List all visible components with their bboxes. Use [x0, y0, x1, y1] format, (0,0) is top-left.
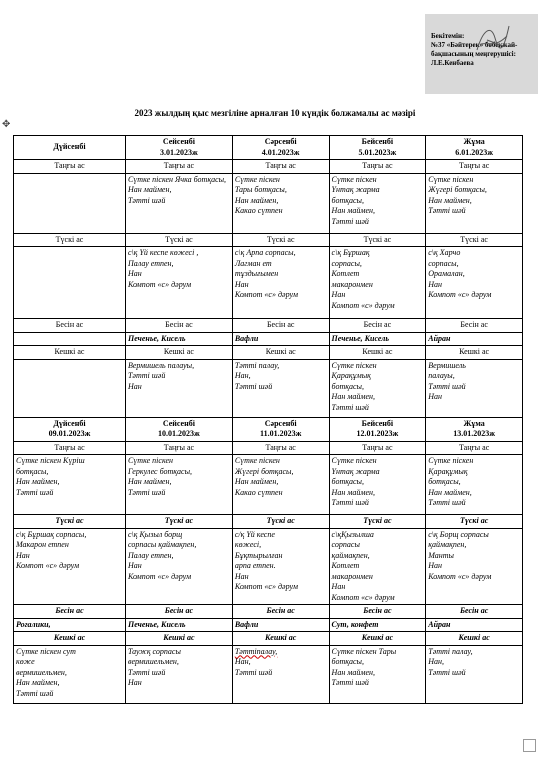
week1-snack-row	[14, 332, 523, 346]
week1-breakfast-row	[14, 173, 523, 233]
approval-line1: Бекітемін:	[431, 32, 465, 40]
meal-label-breakfast: Таңғы ас	[125, 441, 232, 455]
week1-lunch-row	[14, 247, 523, 319]
menu-cell-breakfast: Сүтке піскен Ячка ботқасы, Нан маймен, Тәтті шәй	[125, 173, 232, 233]
meal-label-lunch: Түскі ас	[329, 515, 426, 529]
menu-cell-lunch: с/қ Үй кеспе көжесі, Бұқтырылған арпа етпен. Нан Компот «с» дәрум	[232, 528, 329, 605]
day-header: Сәрсенбі 4.01.2023ж	[232, 136, 329, 160]
meal-label-dinner: Кешкі ас	[14, 346, 126, 360]
menu-cell-dinner: Тәттіпалау, Нан, Тәтті шәй	[232, 645, 329, 703]
menu-cell-lunch: с\қ Бұршақ сорпасы, Котлет макаронмен Нан Компот «с» дәрум	[329, 247, 426, 319]
meal-label-dinner: Кешкі ас	[125, 346, 232, 360]
meal-label-snack: Бесін ас	[329, 319, 426, 333]
meal-label-breakfast: Таңғы ас	[125, 160, 232, 174]
meal-label-snack: Бесін ас	[426, 319, 523, 333]
week2-snack-label-row	[14, 605, 523, 619]
week2-dinner-row	[14, 645, 523, 703]
menu-cell-lunch: с\қҚызылша сорпасы қаймақпен, Котлет макаронмен Нан Компот «с» дәрум	[329, 528, 426, 605]
week2-lunch-row	[14, 528, 523, 605]
approval-line2: №37 «Бәйтерек» бөбекжай-	[431, 41, 518, 49]
approval-line4: Л.Е.Кенбаева	[431, 59, 474, 67]
menu-cell-dinner: Таужқ сорпасы вермишельмен, Тәтті шәй Нан	[125, 645, 232, 703]
menu-cell-snack: Сут, конфет	[329, 618, 426, 632]
menu-cell-snack	[14, 332, 126, 346]
day-header: Сәрсенбі 11.01.2023ж	[232, 417, 329, 441]
page-title: 2023 жылдың қыс мезгіліне арналған 10 күндік болжамалы ас мәзірі	[134, 108, 416, 118]
meal-label-dinner: Кешкі ас	[125, 632, 232, 646]
menu-cell-breakfast: Сүтке піскен Геркулес ботқасы, Нан маймен, Тәтті шәй	[125, 455, 232, 515]
week2-dinner-label-row	[14, 632, 523, 646]
meal-label-snack: Бесін ас	[232, 319, 329, 333]
meal-label-lunch: Түскі ас	[426, 233, 523, 247]
week1-header-row	[14, 136, 523, 160]
menu-table	[13, 135, 523, 704]
meal-label-breakfast: Таңғы ас	[14, 160, 126, 174]
week2-snack-row	[14, 618, 523, 632]
week2-breakfast-label-row	[14, 441, 523, 455]
menu-cell-breakfast: Сүтке піскен Үнтақ жарма ботқасы, Нан маймен, Тәтті шәй	[329, 455, 426, 515]
menu-cell-breakfast: Сүтке піскен Күріш ботқасы, Нан маймен, Тәтті шәй	[14, 455, 126, 515]
meal-label-snack: Бесін ас	[14, 605, 126, 619]
meal-label-snack: Бесін ас	[125, 319, 232, 333]
meal-label-dinner: Кешкі ас	[426, 346, 523, 360]
menu-cell-lunch: с\қ Борщ сорпасы қаймақпен, Манты Нан Компот «с» дәрум	[426, 528, 523, 605]
meal-label-dinner: Кешкі ас	[329, 632, 426, 646]
day-header: Сейсенбі 10.01.2023ж	[125, 417, 232, 441]
meal-label-dinner: Кешкі ас	[426, 632, 523, 646]
meal-label-lunch: Түскі ас	[14, 515, 126, 529]
menu-cell-breakfast: Сүтке піскен Үнтақ жарма ботқасы, Нан маймен, Тәтті шәй	[329, 173, 426, 233]
meal-label-snack: Бесін ас	[125, 605, 232, 619]
menu-cell-dinner: Сүтке піскен сут көже вермишельмен, Нан маймен, Тәтті шәй	[14, 645, 126, 703]
week2-lunch-label-row	[14, 515, 523, 529]
meal-label-lunch: Түскі ас	[125, 515, 232, 529]
approval-stamp	[425, 14, 538, 94]
menu-cell-breakfast	[14, 173, 126, 233]
menu-cell-lunch: с\қ Харчо сорпасы, Орамалан, Нан Компот «с» дәрум	[426, 247, 523, 319]
menu-cell-lunch: с\қ Қызыл борщ сорпасы қаймақпен, Палау етпен, Нан Компот «с» дәрум	[125, 528, 232, 605]
menu-cell-breakfast: Сүтке піскен Тары ботқасы, Нан маймен, Какао сүтпен	[232, 173, 329, 233]
meal-label-dinner: Кешкі ас	[232, 346, 329, 360]
menu-cell-breakfast: Сүтке піскен Қарақұмық ботқасы, Нан маймен, Тәтті шәй	[426, 455, 523, 515]
meal-label-breakfast: Таңғы ас	[232, 160, 329, 174]
menu-cell-breakfast: Сүтке піскен Жүгері ботқасы, Нан маймен, Тәтті шәй	[426, 173, 523, 233]
meal-label-dinner: Кешкі ас	[329, 346, 426, 360]
meal-label-snack: Бесін ас	[14, 319, 126, 333]
menu-cell-dinner: Сүтке піскен Қарақұмық ботқасы, Нан маймен, Тәтті шәй	[329, 359, 426, 417]
menu-cell-snack: Печенье, Кисель	[125, 332, 232, 346]
meal-label-lunch: Түскі ас	[232, 233, 329, 247]
menu-cell-snack: Вафли	[232, 618, 329, 632]
day-header: Бейсенбі 5.01.2023ж	[329, 136, 426, 160]
menu-cell-snack: Вафли	[232, 332, 329, 346]
menu-cell-breakfast: Сүтке піскен Жүгері ботқасы, Нан маймен, Какао сүтпен	[232, 455, 329, 515]
meal-label-snack: Бесін ас	[426, 605, 523, 619]
meal-label-breakfast: Таңғы ас	[426, 160, 523, 174]
day-header: Дүйсенбі 09.01.2023ж	[14, 417, 126, 441]
menu-cell-snack: Печенье, Кисель	[329, 332, 426, 346]
menu-cell-dinner: Вермишель палауы, Тәтті шәй Нан	[125, 359, 232, 417]
signature-icon	[473, 20, 513, 56]
week1-dinner-row	[14, 359, 523, 417]
approval-line3: бақшасының меңгерушісі:	[431, 50, 516, 58]
table-move-handle-icon[interactable]: ✥	[2, 119, 11, 130]
menu-cell-dinner: Вермишель палауы, Тәтті шәй Нан	[426, 359, 523, 417]
week1-breakfast-label-row	[14, 160, 523, 174]
week2-header-row	[14, 417, 523, 441]
meal-label-lunch: Түскі ас	[426, 515, 523, 529]
meal-label-lunch: Түскі ас	[125, 233, 232, 247]
menu-cell-snack: Печенье, Кисель	[125, 618, 232, 632]
day-header: Сейсенбі 3.01.2023ж	[125, 136, 232, 160]
menu-cell-snack: Айран	[426, 618, 523, 632]
menu-cell-dinner: Тәтті палау, Нан, Тәтті шәй	[426, 645, 523, 703]
menu-cell-snack: Рогалики,	[14, 618, 126, 632]
meal-label-snack: Бесін ас	[232, 605, 329, 619]
day-header: Жұма 13.01.2023ж	[426, 417, 523, 441]
week1-lunch-label-row	[14, 233, 523, 247]
table-resize-handle[interactable]	[523, 739, 536, 752]
day-header: Дүйсенбі	[14, 136, 126, 160]
week2-breakfast-row	[14, 455, 523, 515]
meal-label-snack: Бесін ас	[329, 605, 426, 619]
menu-cell-dinner	[14, 359, 126, 417]
meal-label-dinner: Кешкі ас	[14, 632, 126, 646]
menu-cell-snack: Айран	[426, 332, 523, 346]
menu-cell-lunch: с\қ Арпа сорпасы, Лагман ет тұздығымен Нан Компот «с» дәрум	[232, 247, 329, 319]
day-header: Бейсенбі 12.01.2023ж	[329, 417, 426, 441]
week1-dinner-label-row	[14, 346, 523, 360]
menu-cell-dinner: Сүтке піскен Тары ботқасы, Нан маймен, Тәтті шәй	[329, 645, 426, 703]
meal-label-breakfast: Таңғы ас	[329, 441, 426, 455]
meal-label-lunch: Түскі ас	[14, 233, 126, 247]
meal-label-lunch: Түскі ас	[329, 233, 426, 247]
meal-label-dinner: Кешкі ас	[232, 632, 329, 646]
day-header: Жұма 6.01.2023ж	[426, 136, 523, 160]
menu-cell-dinner: Тәтті палау, Нан, Тәтті шәй	[232, 359, 329, 417]
menu-cell-lunch: с\қ Бұршақ сорпасы, Макарон етпен Нан Компот «с» дәрум	[14, 528, 126, 605]
meal-label-breakfast: Таңғы ас	[426, 441, 523, 455]
meal-label-breakfast: Таңғы ас	[329, 160, 426, 174]
meal-label-lunch: Түскі ас	[232, 515, 329, 529]
meal-label-breakfast: Таңғы ас	[14, 441, 126, 455]
week1-snack-label-row	[14, 319, 523, 333]
menu-cell-lunch	[14, 247, 126, 319]
meal-label-breakfast: Таңғы ас	[232, 441, 329, 455]
menu-cell-lunch: с\қ Үй кеспе көжесі , Палау етпен, Нан Компот «с» дәрум	[125, 247, 232, 319]
